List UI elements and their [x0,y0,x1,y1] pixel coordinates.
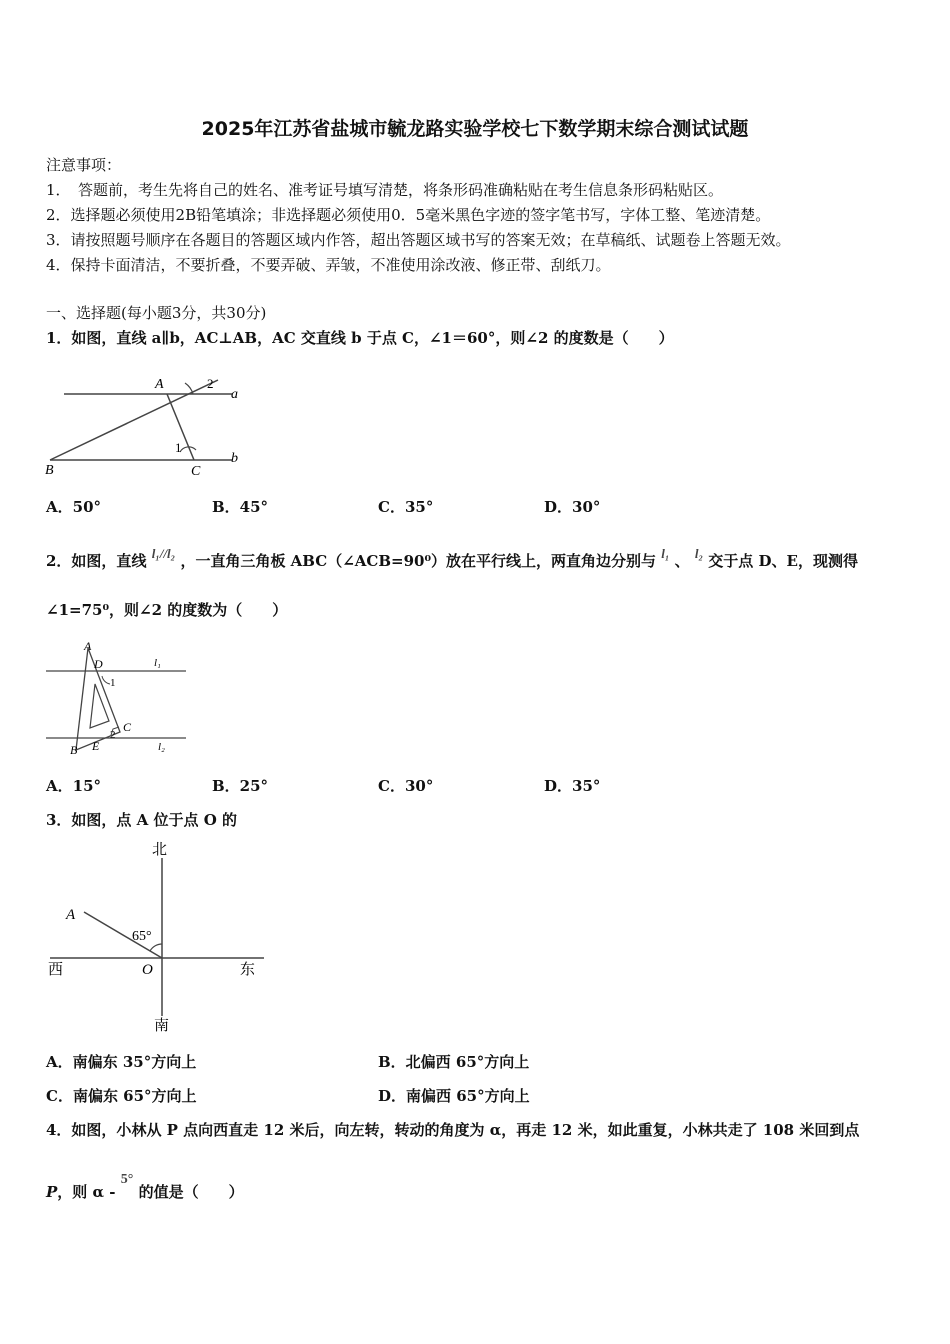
south-label: 南 [154,1018,170,1034]
option-c[interactable]: C．南偏东 65°方向上 [46,1087,197,1105]
angle-label: 65° [132,929,152,944]
point-e-label: E [92,739,100,753]
line-l2-label: l₂ [158,741,165,753]
notice-item: 1． 答题前，考生先将自己的姓名、准考证号填写清楚，将条形码准确粘贴在考生信息条形码粘贴区。 [46,181,724,199]
option-a[interactable]: A．50° [46,498,102,516]
q2-symbol-l2: l₂ [694,546,704,561]
question-4-text: 4．如图，小林从 P 点向西直走 12 米后，向左转，转动的角度为 α，再走 12 米，如此重复，小林共走了 108 米回到点 [46,1121,860,1139]
west-label: 西 [48,962,64,978]
section-heading: 一、选择题(每小题3分，共30分) [46,304,267,322]
q4-point-p: P [46,1183,58,1201]
point-a-label: A [155,377,164,392]
q2-symbol-l1-parallel-l2: l₁//l₂ [151,546,176,561]
question-1-text: 1．如图，直线 a∥b，AC⊥AB，AC 交直线 b 于点 C，∠1＝60°，则∠2 的度数是（ ） [46,329,674,347]
q4-part: 的值是（ ） [138,1183,244,1201]
question-1-figure [44,368,254,480]
option-d[interactable]: D．30° [544,498,601,516]
point-a-label: A [66,907,76,923]
north-label: 北 [152,842,168,858]
notice-item: 4．保持卡面清洁，不要折叠，不要弄破、弄皱，不准使用涂改液、修正带、刮纸刀。 [46,256,611,274]
q2-part: 2．如图，直线 [46,552,147,570]
angle-1-label: 1 [175,440,182,455]
q2-part: 交于点 D、E，现测得 [708,552,858,570]
question-2-text [46,546,858,571]
q2-symbol-l1: l₁ [661,546,670,561]
point-b-label: B [70,743,78,756]
notice-heading: 注意事项： [46,156,122,174]
angle-1-label: 1 [110,677,116,689]
question-2-figure [44,638,194,756]
option-d[interactable]: D．南偏西 65°方向上 [378,1087,530,1105]
option-b[interactable]: B．25° [212,777,269,795]
question-2-text-line2: ∠1=75⁰，则∠2 的度数为（ ） [46,601,288,619]
notice-item: 3．请按照题号顺序在各题目的答题区域内作答，超出答题区域书写的答案无效；在草稿纸、试题卷上答题无效。 [46,231,791,249]
angle-2-label: 2 [207,376,214,391]
option-d[interactable]: D．35° [544,777,601,795]
option-c[interactable]: C．35° [378,498,434,516]
option-b[interactable]: B．45° [212,498,269,516]
angle-1-arc [180,447,196,452]
question-3-figure [42,836,267,1036]
point-c-label: C [123,720,132,734]
option-a[interactable]: A．南偏东 35°方向上 [46,1053,197,1071]
question-3-text: 3．如图，点 A 位于点 O 的 [46,811,238,829]
option-a[interactable]: A．15° [46,777,102,795]
angle-1-arc [102,676,110,684]
q4-symbol: 5° [120,1172,134,1187]
q2-part: ，一直角三角板 ABC（∠ACB=90⁰）放在平行线上，两直角边分别与 [180,552,657,570]
line-b-label: b [231,451,238,466]
q4-part: ，则 α - [57,1183,116,1201]
angle-arc [150,944,162,951]
point-b-label: B [45,463,54,478]
option-b[interactable]: B．北偏西 65°方向上 [378,1053,530,1071]
line-a-label: a [231,387,238,402]
option-c[interactable]: C．30° [378,777,434,795]
triangle-inner [90,684,109,728]
point-d-label: D [94,657,103,671]
point-c-label: C [191,464,201,479]
east-label: 东 [240,962,256,978]
page-title: 2025年江苏省盐城市毓龙路实验学校七下数学期末综合测试试题 [201,118,749,140]
question-4-text-line2 [46,1172,244,1202]
notice-item: 2．选择题必须使用2B铅笔填涂；非选择题必须使用0．5毫米黑色字迹的签字笔书写，字体工整、笔迹清楚。 [46,206,771,224]
point-o-label: O [142,962,153,978]
q2-part: 、 [674,552,690,570]
line-l1-label: l₁ [154,657,161,669]
point-a-label: A [84,639,92,653]
angle-2-label: 2 [110,729,116,741]
